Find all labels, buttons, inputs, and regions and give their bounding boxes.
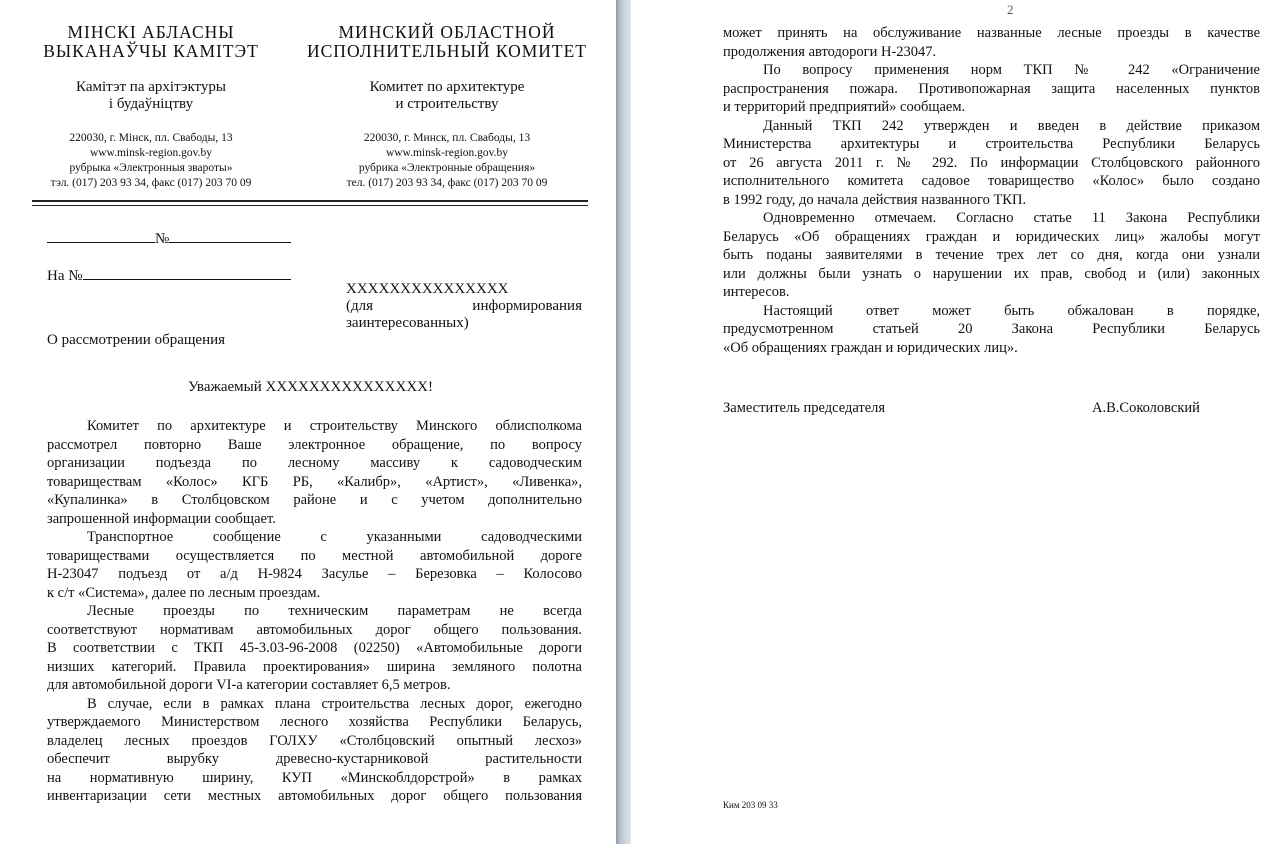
text-line: низших категорий. Правила проектирования» ширина земляного полотна [47,658,582,675]
greeting: Уважаемый ХХХХХХХХХХХХХХХ! [188,379,433,395]
phone-fax: тэл. (017) 203 93 34, факс (017) 203 70 09 [50,177,252,189]
text-line: Настоящий ответ может быть обжалован в порядке, [763,302,1260,319]
committee-name-line2: и строительству [395,96,499,112]
committee-name-line2: і будаўніцтву [108,96,194,112]
committee-name-line1: Камітэт па архітэктуры [76,79,226,95]
letterhead-belarusian [40,23,262,191]
text-line: для автомобильной дороги VI-а категории составляет 6,5 метров. [47,677,451,693]
header-rule-thin [32,205,588,206]
page-separator [616,0,631,844]
text-line: Н-23047 подъезд от а/д Н-9824 Засулье – Березовка – Колосово [47,566,582,582]
number-sign: № [155,231,170,247]
text-line: товариществами осуществляется по местной автомобильной дороге [47,547,582,564]
text-line: утверждаемого Министерством лесного хозяйства Республики Беларусь, [47,714,582,730]
document-page-2 [631,0,1280,844]
text-line: продолжения автодороги Н-23047. [723,43,937,60]
text-line: В соответствии с ТКП 45-3.03-96-2008 (02250) «Автомобильные дороги [47,640,582,656]
rubric: рубрыка «Электронныя звароты» [69,162,233,174]
text-line: или должны были узнать о нарушении их прав, свобод и (или) законных [723,265,1260,282]
website: www.minsk-region.gov.by [89,147,213,159]
text-line: Транспортное сообщение с указанными садоводческими [87,529,582,545]
document-page-1 [0,0,616,844]
org-name-line1: МІНСКІ АБЛАСНЫ [67,22,235,42]
header-rule-thick [32,200,588,202]
text-line: к с/т «Система», далее по лесным проездам. [47,584,321,601]
text-line: «Купалинка» в Столбцовском районе и с учетом дополнительно [47,492,582,508]
subject: О рассмотрении обращения [47,332,226,348]
committee-name-line1: Комитет по архитектуре [369,79,525,95]
address-line1: 220030, г. Мінск, пл. Свабоды, 13 [69,132,233,144]
text-line: быть поданы заявителями в течение трех лет со дня, когда они узнали [723,247,1260,263]
text-line: Данный ТКП 242 утвержден и введен в действие приказом [763,117,1260,134]
text-line: Комитет по архитектуре и строительству Минского облисполкома [87,418,582,434]
text-line: Лесные проезды по техническим параметрам не всегда [87,603,582,619]
recipient-note-line1: (для информирования [346,298,582,314]
text-line: соответствуют нормативам автомобильных дорог общего пользования. [47,621,582,638]
text-line: интересов. [723,284,790,300]
text-line: исполнительного комитета садовое товарищество «Колос» было создано [723,173,1260,189]
text-line: на нормативную ширину, КУП «Минскоблдорстрой» в рамках [47,769,582,786]
on-number-label: На № [47,268,83,284]
text-line: рассмотрел повторно Ваше электронное обращение, по вопросу [47,436,582,453]
text-line: организации подъезда по лесному массиву к садоводческим [47,455,582,471]
letter-body-page1 [47,417,582,806]
footer-note: Ким 203 09 33 [723,800,778,810]
rubric: рубрика «Электронные обращения» [358,162,536,174]
text-line: товариществам «Колос» КГБ РБ, «Калибр», «Артист», «Ливенка», [47,473,582,490]
org-name-line2: ВЫКАНАЎЧЫ КАМІТЭТ [43,41,259,61]
recipient-note-line2: заинтересованных) [346,315,469,331]
text-line: предусмотренном статьей 20 Закона Республики Беларусь [723,321,1260,337]
incoming-ref-line [47,265,291,285]
org-name-line2: ИСПОЛНИТЕЛЬНЫЙ КОМИТЕТ [307,41,587,61]
text-line: В случае, если в рамках плана строительства лесных дорог, ежегодно [87,695,582,712]
text-line: запрошенной информации сообщает. [47,510,276,527]
address-line1: 220030, г. Минск, пл. Свабоды, 13 [363,132,531,144]
phone-fax: тел. (017) 203 93 34, факс (017) 203 70 09 [346,177,548,189]
text-line: в 1992 году, до начала действия названного ТКП. [723,191,1027,208]
page-number: 2 [1007,2,1014,17]
text-line: владелец лесных проездов ГОЛХУ «Столбцовский опытный лесхоз» [47,732,582,749]
text-line: распространения пожара. Противопожарная защита населенных пунктов [723,80,1260,97]
text-line: может принять на обслуживание названные лесные проезды в качестве [723,25,1260,41]
text-line: Беларусь «Об обращениях граждан и юридических лиц» жалобы могут [723,228,1260,245]
text-line: от 26 августа 2011 г. № 292. По информации Столбцовского районного [723,154,1260,171]
text-line: и территорий предприятий» сообщаем. [723,99,966,115]
text-line: Одновременно отмечаем. Согласно статье 11 Закона Республики [763,210,1260,226]
text-line: «Об обращениях граждан и юридических лиц». [723,339,1018,356]
website: www.minsk-region.gov.by [385,147,509,159]
signature-name: А.В.Соколовский [1092,400,1200,416]
letter-body-page2 [723,24,1260,357]
text-line: Министерства архитектуры и строительства Республики Беларусь [723,136,1260,152]
signature-position: Заместитель председателя [723,400,886,416]
letterhead-russian [302,23,592,191]
outgoing-ref-line [47,228,291,248]
text-line: инвентаризации сети местных автомобильных дорог общего пользования [47,788,582,804]
recipient-name: ХХХХХХХХХХХХХХХ [346,281,509,297]
text-line: По вопросу применения норм ТКП № 242 «Ограничение [763,62,1260,78]
org-name-line1: МИНСКИЙ ОБЛАСТНОЙ [338,22,556,42]
text-line: обеспечит вырубку древесно-кустарниковой растительности [47,751,582,767]
